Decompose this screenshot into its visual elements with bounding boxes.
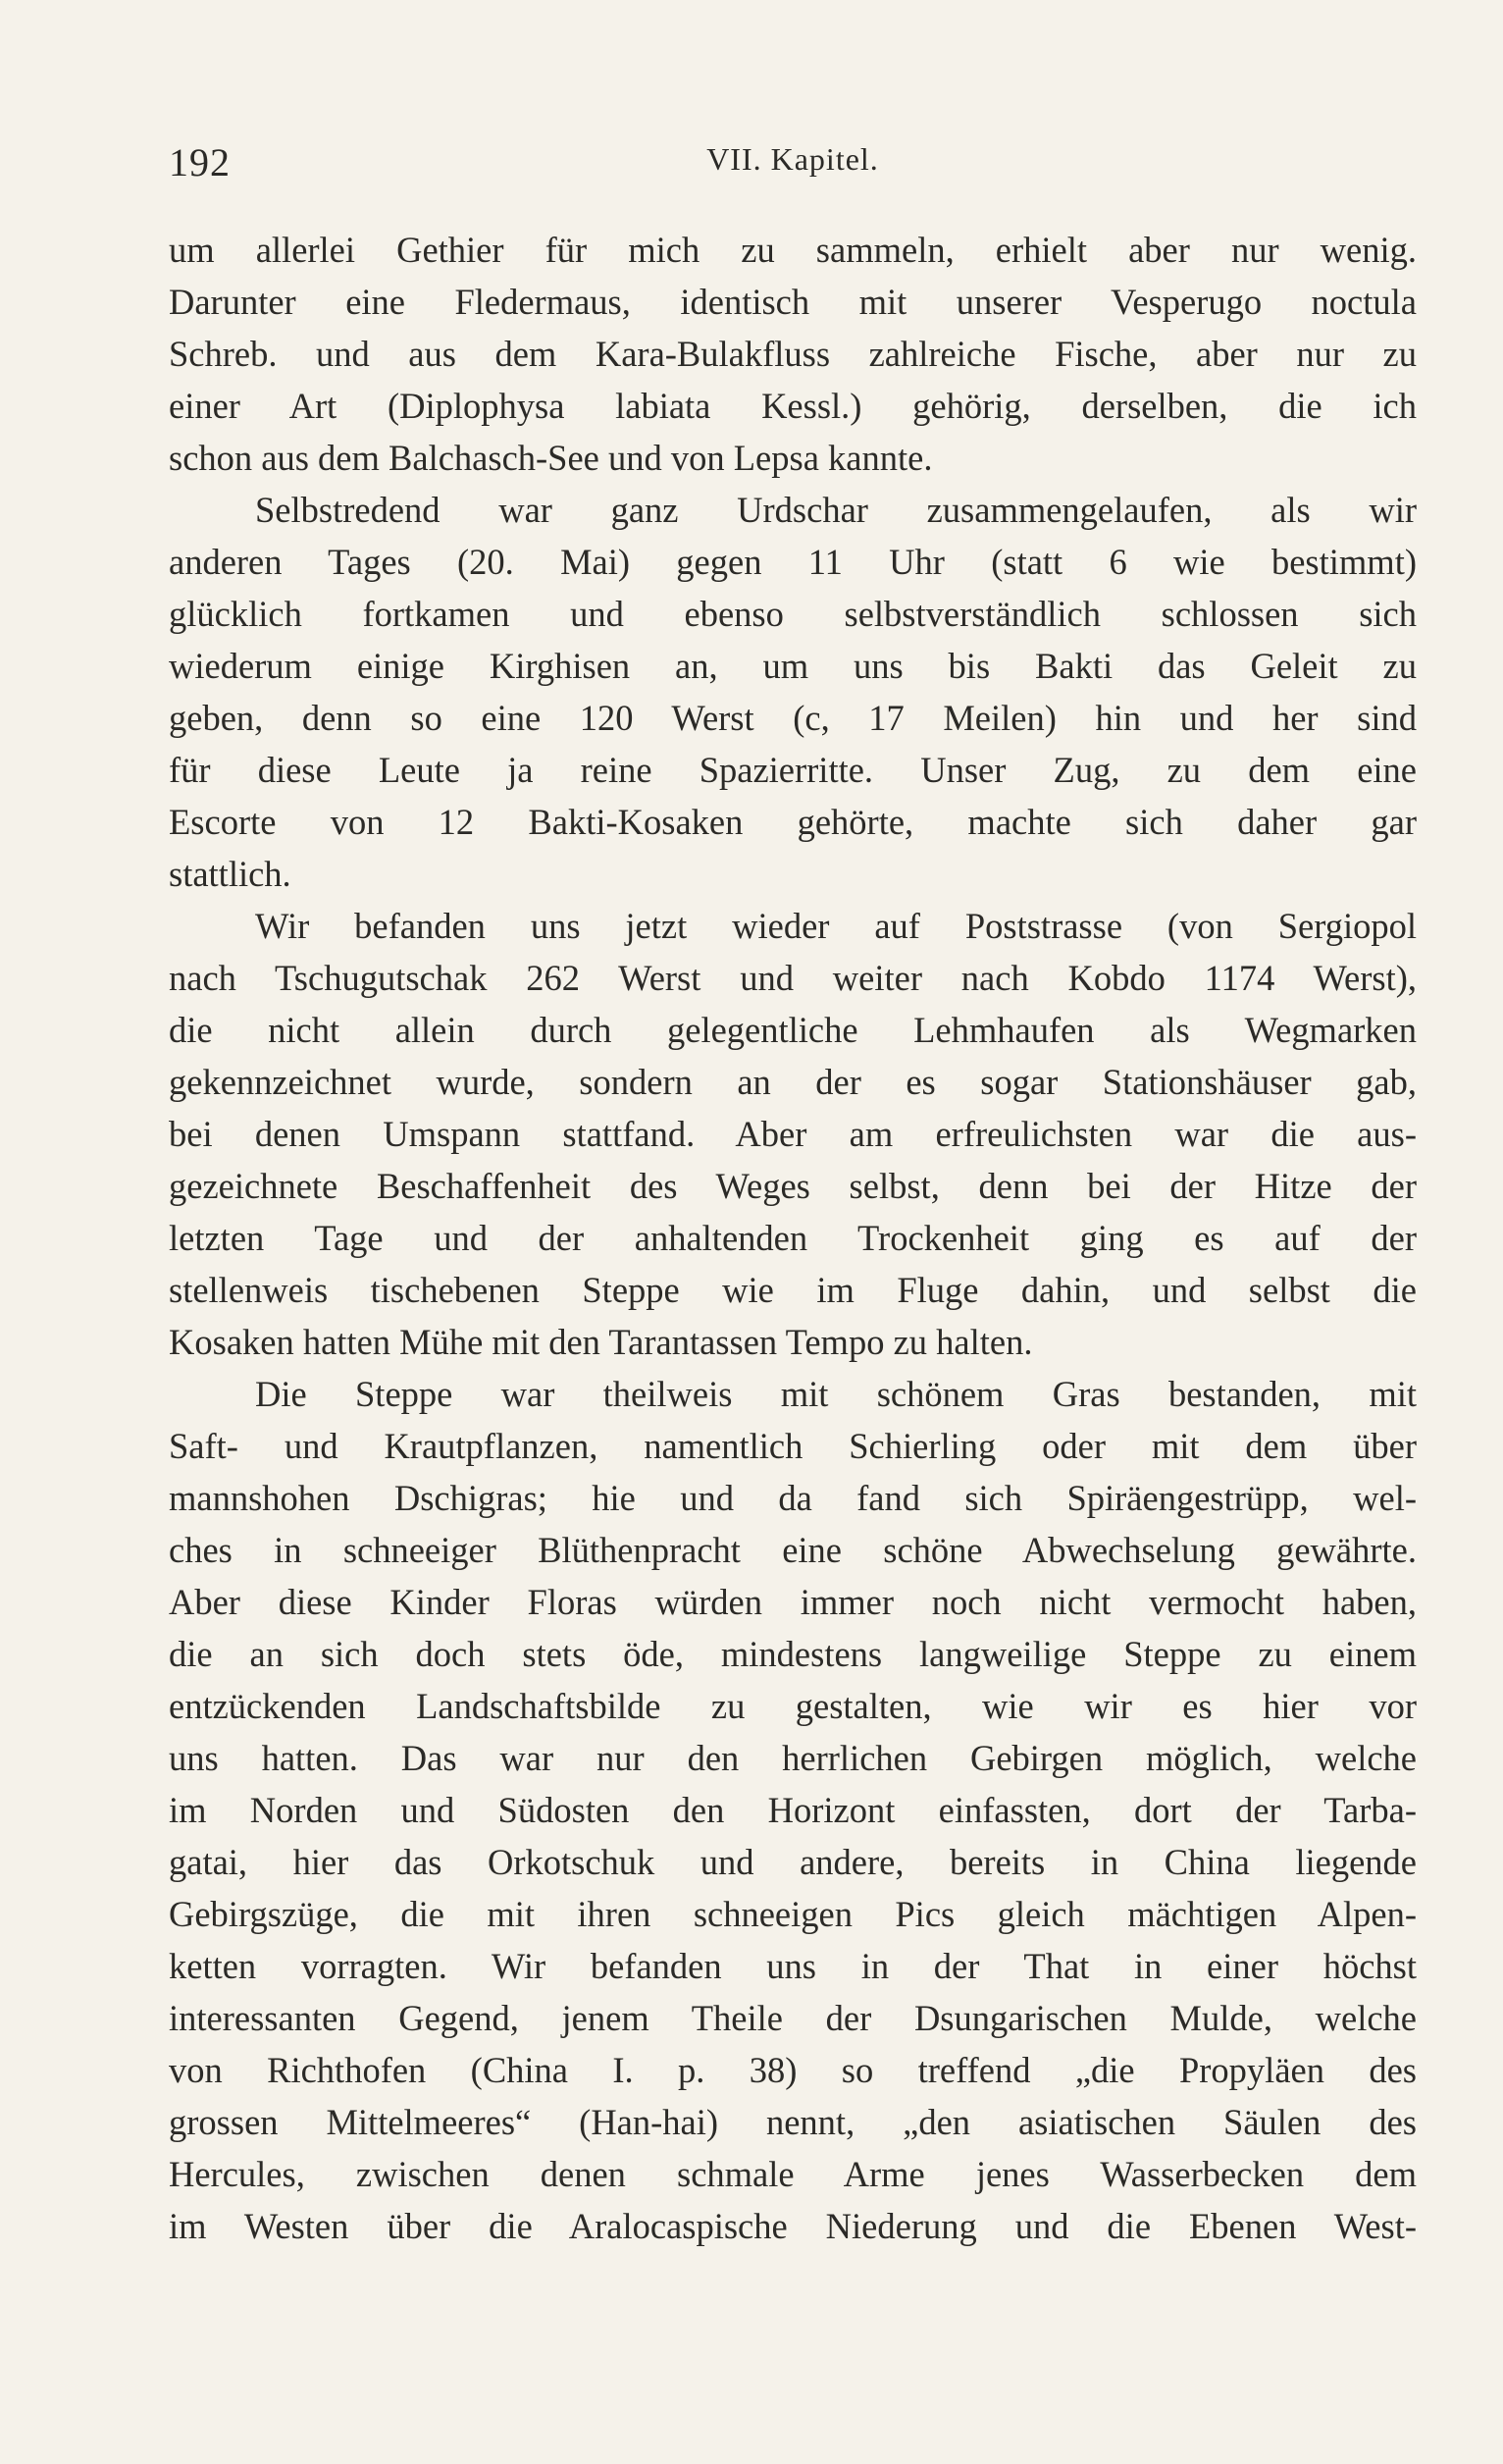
text-line: anderen Tages (20. Mai) gegen 11 Uhr (statt 6 wie bestimmt) xyxy=(169,542,1417,582)
text-line: schon aus dem Balchasch-See und von Lepsa kannte. xyxy=(169,438,933,478)
text-line: wiederum einige Kirghisen an, um uns bis Bakti das Geleit zu xyxy=(169,646,1417,686)
text-line: nach Tschugutschak 262 Werst und weiter nach Kobdo 1174 Werst), xyxy=(169,958,1417,998)
paragraph xyxy=(169,1368,1417,2252)
text-line: Wir befanden uns jetzt wieder auf Poststrasse (von Sergiopol xyxy=(255,906,1417,946)
text-line: Escorte von 12 Bakti-Kosaken gehörte, machte sich daher gar xyxy=(169,802,1417,842)
text-line: die an sich doch stets öde, mindestens langweilige Steppe zu einem xyxy=(169,1634,1417,1674)
text-line: im Westen über die Aralocaspische Niederung und die Ebenen West- xyxy=(169,2206,1417,2246)
paragraph xyxy=(169,900,1417,1368)
text-line: Kosaken hatten Mühe mit den Tarantassen Tempo zu halten. xyxy=(169,1322,1033,1362)
text-line: einer Art (Diplophysa labiata Kessl.) gehörig, derselben, die ich xyxy=(169,386,1417,426)
text-line: die nicht allein durch gelegentliche Lehmhaufen als Wegmarken xyxy=(169,1010,1417,1050)
text-line: Die Steppe war theilweis mit schönem Gras bestanden, mit xyxy=(255,1374,1417,1414)
text-line: bei denen Umspann stattfand. Aber am erfreulichsten war die aus- xyxy=(169,1114,1417,1154)
paragraph xyxy=(169,224,1417,484)
text-line: interessanten Gegend, jenem Theile der Dsungarischen Mulde, welche xyxy=(169,1998,1417,2038)
text-line: glücklich fortkamen und ebenso selbstverständlich schlossen sich xyxy=(169,594,1417,634)
text-line: entzückenden Landschaftsbilde zu gestalten, wie wir es hier vor xyxy=(169,1686,1417,1726)
text-line: gekennzeichnet wurde, sondern an der es sogar Stationshäuser gab, xyxy=(169,1062,1417,1102)
page-number: 192 xyxy=(169,140,231,184)
body-text xyxy=(169,224,1417,2252)
text-line: Saft- und Krautpflanzen, namentlich Schierling oder mit dem über xyxy=(169,1426,1417,1466)
text-line: im Norden und Südosten den Horizont einfassten, dort der Tarba- xyxy=(169,1790,1417,1830)
text-line: Aber diese Kinder Floras würden immer noch nicht vermocht haben, xyxy=(169,1582,1417,1622)
text-line: gatai, hier das Orkotschuk und andere, bereits in China liegende xyxy=(169,1842,1417,1882)
text-line: gezeichnete Beschaffenheit des Weges selbst, denn bei der Hitze der xyxy=(169,1166,1417,1206)
text-line: grossen Mittelmeeres“ (Han-hai) nennt, „den asiatischen Säulen des xyxy=(169,2102,1417,2142)
text-line: ketten vorragten. Wir befanden uns in der That in einer höchst xyxy=(169,1946,1417,1986)
text-line: ches in schneeiger Blüthenpracht eine schöne Abwechselung gewährte. xyxy=(169,1530,1417,1570)
chapter-title: VII. Kapitel. xyxy=(706,141,879,177)
text-line: Schreb. und aus dem Kara-Bulakfluss zahlreiche Fische, aber nur zu xyxy=(169,334,1417,374)
text-line: von Richthofen (China I. p. 38) so treffend „die Propyläen des xyxy=(169,2050,1417,2090)
text-line: für diese Leute ja reine Spazierritte. Unser Zug, zu dem eine xyxy=(169,750,1417,790)
paragraph xyxy=(169,484,1417,900)
text-line: mannshohen Dschigras; hie und da fand sich Spiräengestrüpp, wel- xyxy=(169,1478,1417,1518)
text-line: geben, denn so eine 120 Werst (c, 17 Meilen) hin und her sind xyxy=(169,698,1417,738)
text-line: Hercules, zwischen denen schmale Arme jenes Wasserbecken dem xyxy=(169,2154,1417,2194)
running-head xyxy=(169,139,1417,188)
text-line: letzten Tage und der anhaltenden Trockenheit ging es auf der xyxy=(169,1218,1417,1258)
text-line: Selbstredend war ganz Urdschar zusammengelaufen, als wir xyxy=(255,490,1417,530)
text-line: Gebirgszüge, die mit ihren schneeigen Pics gleich mächtigen Alpen- xyxy=(169,1894,1417,1934)
text-line: stattlich. xyxy=(169,854,291,894)
text-line: um allerlei Gethier für mich zu sammeln, erhielt aber nur wenig. xyxy=(169,230,1417,270)
text-line: Darunter eine Fledermaus, identisch mit unserer Vesperugo noctula xyxy=(169,282,1417,322)
text-line: uns hatten. Das war nur den herrlichen Gebirgen möglich, welche xyxy=(169,1738,1417,1778)
text-line: stellenweis tischebenen Steppe wie im Fluge dahin, und selbst die xyxy=(169,1270,1417,1310)
